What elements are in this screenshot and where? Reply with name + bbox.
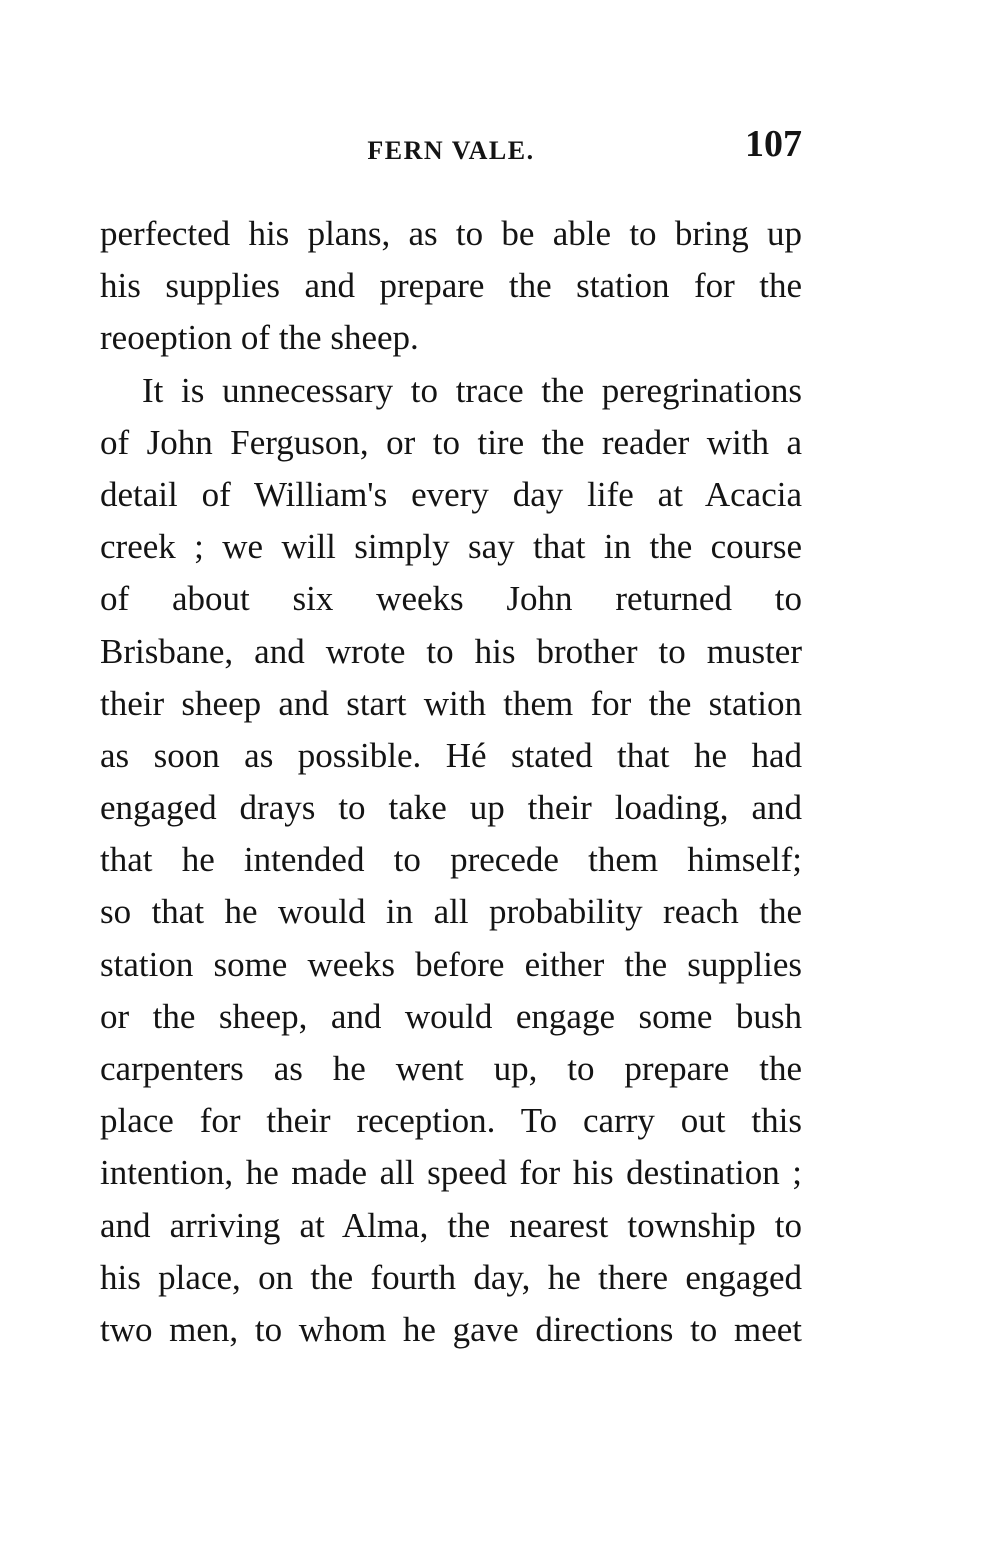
body-text bbox=[100, 208, 802, 1356]
text-line: his supplies and prepare the station for the bbox=[100, 266, 802, 306]
text-line: intention, he made all speed for his destination ; bbox=[100, 1153, 802, 1193]
running-head bbox=[100, 118, 802, 178]
text-line: of John Ferguson, or to tire the reader with a bbox=[100, 422, 802, 462]
text-line: and arriving at Alma, the nearest township to bbox=[100, 1205, 802, 1245]
text-line: reoeption of the sheep. bbox=[100, 318, 419, 358]
page-number: 107 bbox=[745, 123, 802, 165]
text-line: creek ; we will simply say that in the course bbox=[100, 527, 802, 567]
running-title: FERN VALE. bbox=[367, 136, 535, 165]
text-line: their sheep and start with them for the station bbox=[100, 683, 802, 723]
text-line: detail of William's every day life at Acacia bbox=[100, 474, 802, 514]
text-line: of about six weeks John returned to bbox=[100, 579, 802, 619]
text-line: place for their reception. To carry out this bbox=[100, 1101, 802, 1141]
text-line: or the sheep, and would engage some bush bbox=[100, 996, 802, 1036]
text-line: two men, to whom he gave directions to meet bbox=[100, 1309, 802, 1349]
text-line: station some weeks before either the supplies bbox=[100, 944, 802, 984]
text-line: Brisbane, and wrote to his brother to muster bbox=[100, 631, 802, 671]
paragraph-2 bbox=[100, 365, 802, 1357]
text-line: his place, on the fourth day, he there engaged bbox=[100, 1257, 802, 1297]
text-line: engaged drays to take up their loading, and bbox=[100, 788, 802, 828]
paragraph-1 bbox=[100, 208, 802, 365]
text-line: carpenters as he went up, to prepare the bbox=[100, 1049, 802, 1088]
text-line: perfected his plans, as to be able to bring up bbox=[100, 214, 802, 253]
text-line: It is unnecessary to trace the peregrinations bbox=[142, 370, 802, 410]
text-line: so that he would in all probability reach the bbox=[100, 892, 802, 932]
text-line: that he intended to precede them himself; bbox=[100, 840, 802, 880]
text-line: as soon as possible. Hé stated that he had bbox=[100, 735, 802, 775]
